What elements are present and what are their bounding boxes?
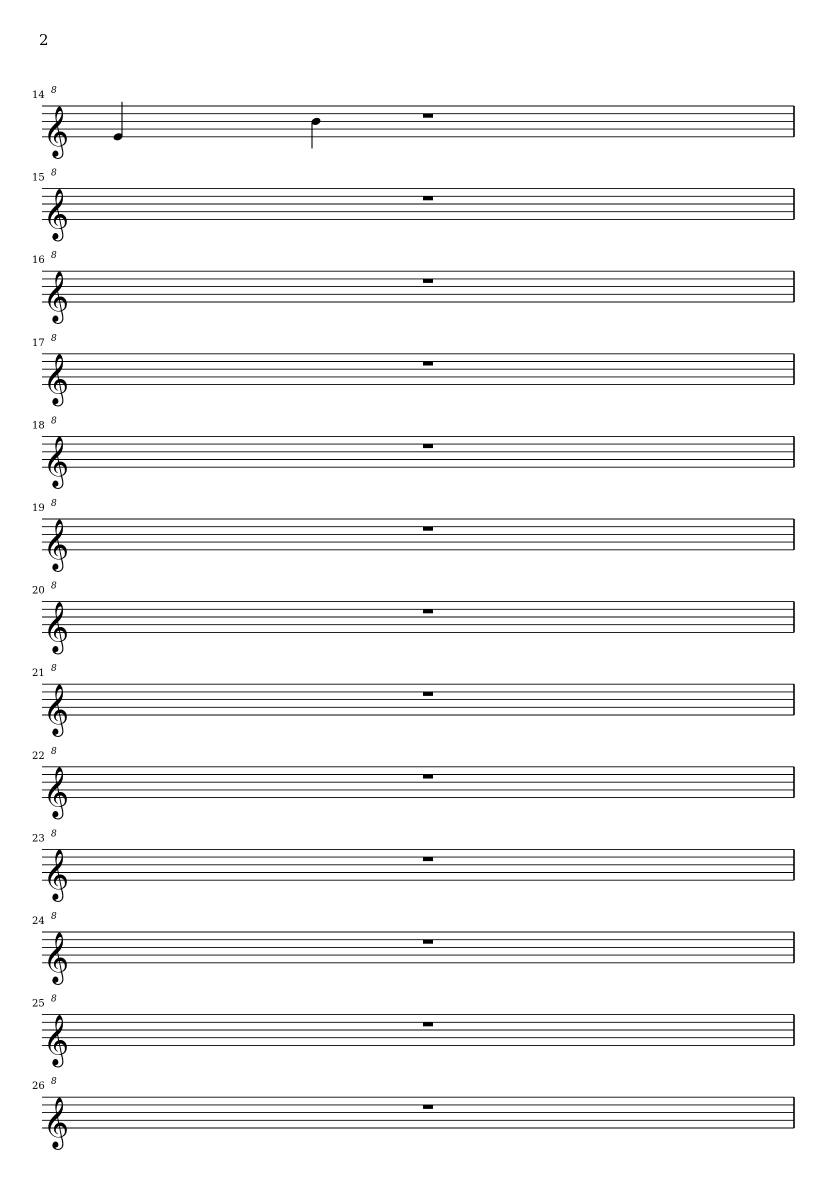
rest-icon	[423, 609, 433, 613]
staff-system	[32, 334, 794, 407]
measure-number: 14	[32, 90, 45, 101]
clef-octave-mark: 8	[51, 416, 57, 427]
measure-number: 24	[32, 916, 45, 927]
rest-icon	[423, 1022, 433, 1026]
clef-octave-mark: 8	[51, 168, 57, 179]
measure-number: 18	[32, 420, 45, 432]
rest-icon	[423, 1105, 433, 1109]
clef-octave-mark: 8	[51, 251, 57, 262]
rest-icon	[423, 775, 433, 779]
staff-system	[32, 747, 794, 820]
clef-octave-mark: 8	[51, 994, 57, 1005]
rest-icon	[423, 692, 433, 696]
staff-system	[32, 86, 794, 159]
staff-system	[32, 416, 794, 489]
measure-number: 17	[32, 337, 45, 349]
page-number: 2	[39, 31, 49, 49]
treble-clef-icon: 𝄞	[43, 931, 70, 983]
treble-clef-icon: 𝄞	[43, 353, 70, 405]
measure-number: 16	[32, 255, 45, 267]
clef-octave-mark: 8	[51, 1077, 57, 1088]
rest-icon	[423, 444, 433, 448]
rest-icon	[423, 196, 433, 200]
staff-system	[32, 499, 794, 572]
measure-number: 20	[32, 585, 45, 597]
rest-icon	[423, 114, 433, 118]
clef-octave-mark: 8	[51, 333, 57, 344]
measure-number: 26	[32, 1081, 45, 1093]
treble-clef-icon: 𝄞	[43, 271, 70, 322]
clef-octave-mark: 8	[51, 829, 57, 840]
treble-clef-icon: 𝄞	[43, 849, 70, 901]
clef-octave-mark: 8	[51, 499, 57, 509]
rest-icon	[423, 527, 433, 531]
treble-clef-icon: 𝄞	[43, 1014, 70, 1066]
measure-number: 22	[32, 750, 45, 762]
clef-octave-mark: 8	[51, 86, 57, 96]
clef-octave-mark: 8	[51, 664, 57, 675]
treble-clef-icon: 𝄞	[43, 601, 70, 653]
measure-number: 23	[32, 833, 45, 845]
treble-clef-icon: 𝄞	[43, 766, 70, 818]
rest-icon	[423, 940, 433, 944]
rest-icon	[423, 279, 433, 283]
treble-clef-icon: 𝄞	[43, 684, 70, 735]
treble-clef-icon: 𝄞	[43, 518, 70, 570]
measure-number: 21	[32, 668, 45, 680]
treble-clef-icon: 𝄞	[43, 188, 70, 240]
treble-clef-icon: 𝄞	[43, 105, 70, 157]
staff-system	[32, 251, 794, 324]
staff-system	[32, 1077, 794, 1150]
staff-system	[32, 912, 794, 985]
treble-clef-icon: 𝄞	[43, 436, 70, 488]
rest-icon	[423, 857, 433, 861]
staff-system	[32, 664, 794, 737]
staff-system	[32, 169, 794, 242]
clef-octave-mark: 8	[51, 912, 57, 922]
clef-octave-mark: 8	[51, 581, 57, 592]
measure-number: 19	[32, 503, 45, 514]
clef-octave-mark: 8	[51, 746, 57, 757]
measure-number: 25	[32, 998, 45, 1010]
measure-number: 15	[32, 172, 45, 184]
treble-clef-icon: 𝄞	[43, 1097, 70, 1148]
staff-system	[32, 829, 794, 902]
staff-system	[32, 582, 794, 655]
rest-icon	[423, 362, 433, 366]
staff-system	[32, 995, 794, 1068]
